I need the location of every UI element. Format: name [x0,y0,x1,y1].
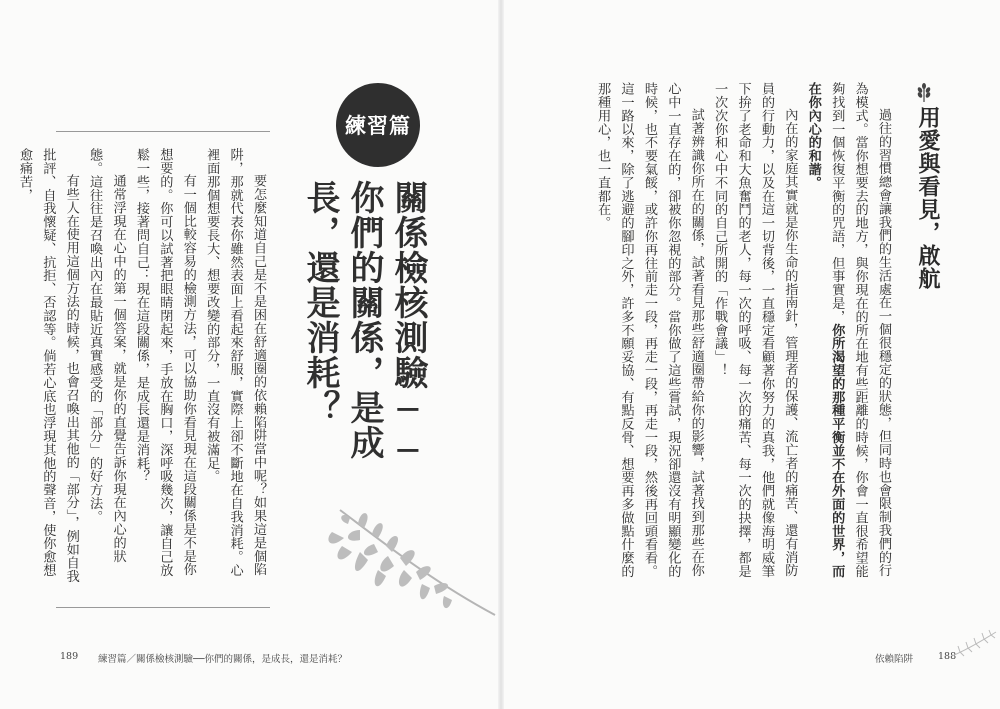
right-paragraph-2: 內在的家庭其實就是你生命的指南針，管理者的保護、流亡者的痛苦、還有消防員的行動力，以及在這一切背後，一直穩定看顧著你努力的真我，他們就像海明威筆下拚了老命和大魚奮鬥的老人，每一次的呼吸、每一次的痛苦、每一次的抉擇，都是一次次你和心中不同的自己所開的「作戰會議」！ [712,82,798,578]
right-page-number: 188 [938,651,957,662]
right-paragraph-4: 這一路以來，除了逃避的腳印之外，許多不願妥協、有點反骨、想要再多做點什麼的那種用心，也一直都在。 [595,82,634,578]
left-paragraph-3: 通常浮現在心中的第一個答案，就是你的直覺告訴你現在內心的狀態。這往往是召喚出內在最貼近真實感受的「部分」的好方法。 [87,148,126,563]
bottom-rule [56,607,270,608]
sprig-ornament-icon [948,628,998,660]
practice-badge [336,83,420,167]
right-running-footer: 依賴陷阱 [875,654,914,665]
chapter-title-line-2: 你們的關係，是成長，還是消耗？ [300,180,384,460]
right-page-body [595,82,895,580]
right-paragraph-3: 試著辨識你所在的關係，試著看見那些舒適圈帶給你的影響，試著找到那些在你心中一直存在的，卻被你忽視的部分。當你做了這些嘗試，現況卻還沒有明顯變化的時候，也不要氣餒，或許你再往前走一段，再走一段，再走一段，然後再回頭看看。 [641,82,704,578]
left-paragraph-1: 要怎麼知道自己是不是困在舒適圈的依賴陷阱當中呢？如果這是個陷阱，那就代表你雖然表面上看起來舒服，實際上卻不斷地在自我消耗。心裡面那個想要長大、想要改變的部分，一直沒有被滿足。 [204,148,266,577]
top-rule [56,131,270,132]
chapter-title [300,180,430,510]
right-paragraph-1-emphasis: 你所渴望的那種平衡並不在外面的世界，而在你內心的和諧。 [805,82,845,578]
right-paragraph-1-text: 過往的習慣總會讓我們的生活處在一個很穩定的狀態，但同時也會限制我們的行為模式。當你想要去的地方，與你現在的所在地有些距離的時候，你會一直很希望能夠找到一個恢復平衡的咒語，但事實是， [829,82,891,578]
fern-leaf-illustration-icon [320,490,500,630]
left-running-footer: 練習篇／關係檢核測驗──你們的關係，是成長，還是消耗？ [98,654,347,665]
left-page-number: 189 [60,651,79,662]
left-page-body [16,148,270,586]
left-paragraph-2: 有一個比較容易的檢測方法，可以協助你看見現在這段關係是不是你想要的。你可以試著把眼睛閉起來，手放在胸口，深呼吸幾次，讓自己放鬆一些，接著問自己：現在這段關係，是成長還是消耗？ [133,148,196,577]
chapter-title-line-1: 關係檢核測驗── [388,180,428,472]
section-title: 用愛與看見，啟航 [915,106,941,290]
right-paragraph-1 [801,82,895,580]
badge-label: 練習篇 [345,113,411,138]
wheat-icon [914,82,934,102]
left-paragraph-4: 有些人在使用這個方法的時候，也會召喚出其他的「部分」，例如自我批評、自我懷疑、抗拒、否認等。倘若心底也浮現其他的聲音，使你愈想愈痛苦， [16,148,79,584]
